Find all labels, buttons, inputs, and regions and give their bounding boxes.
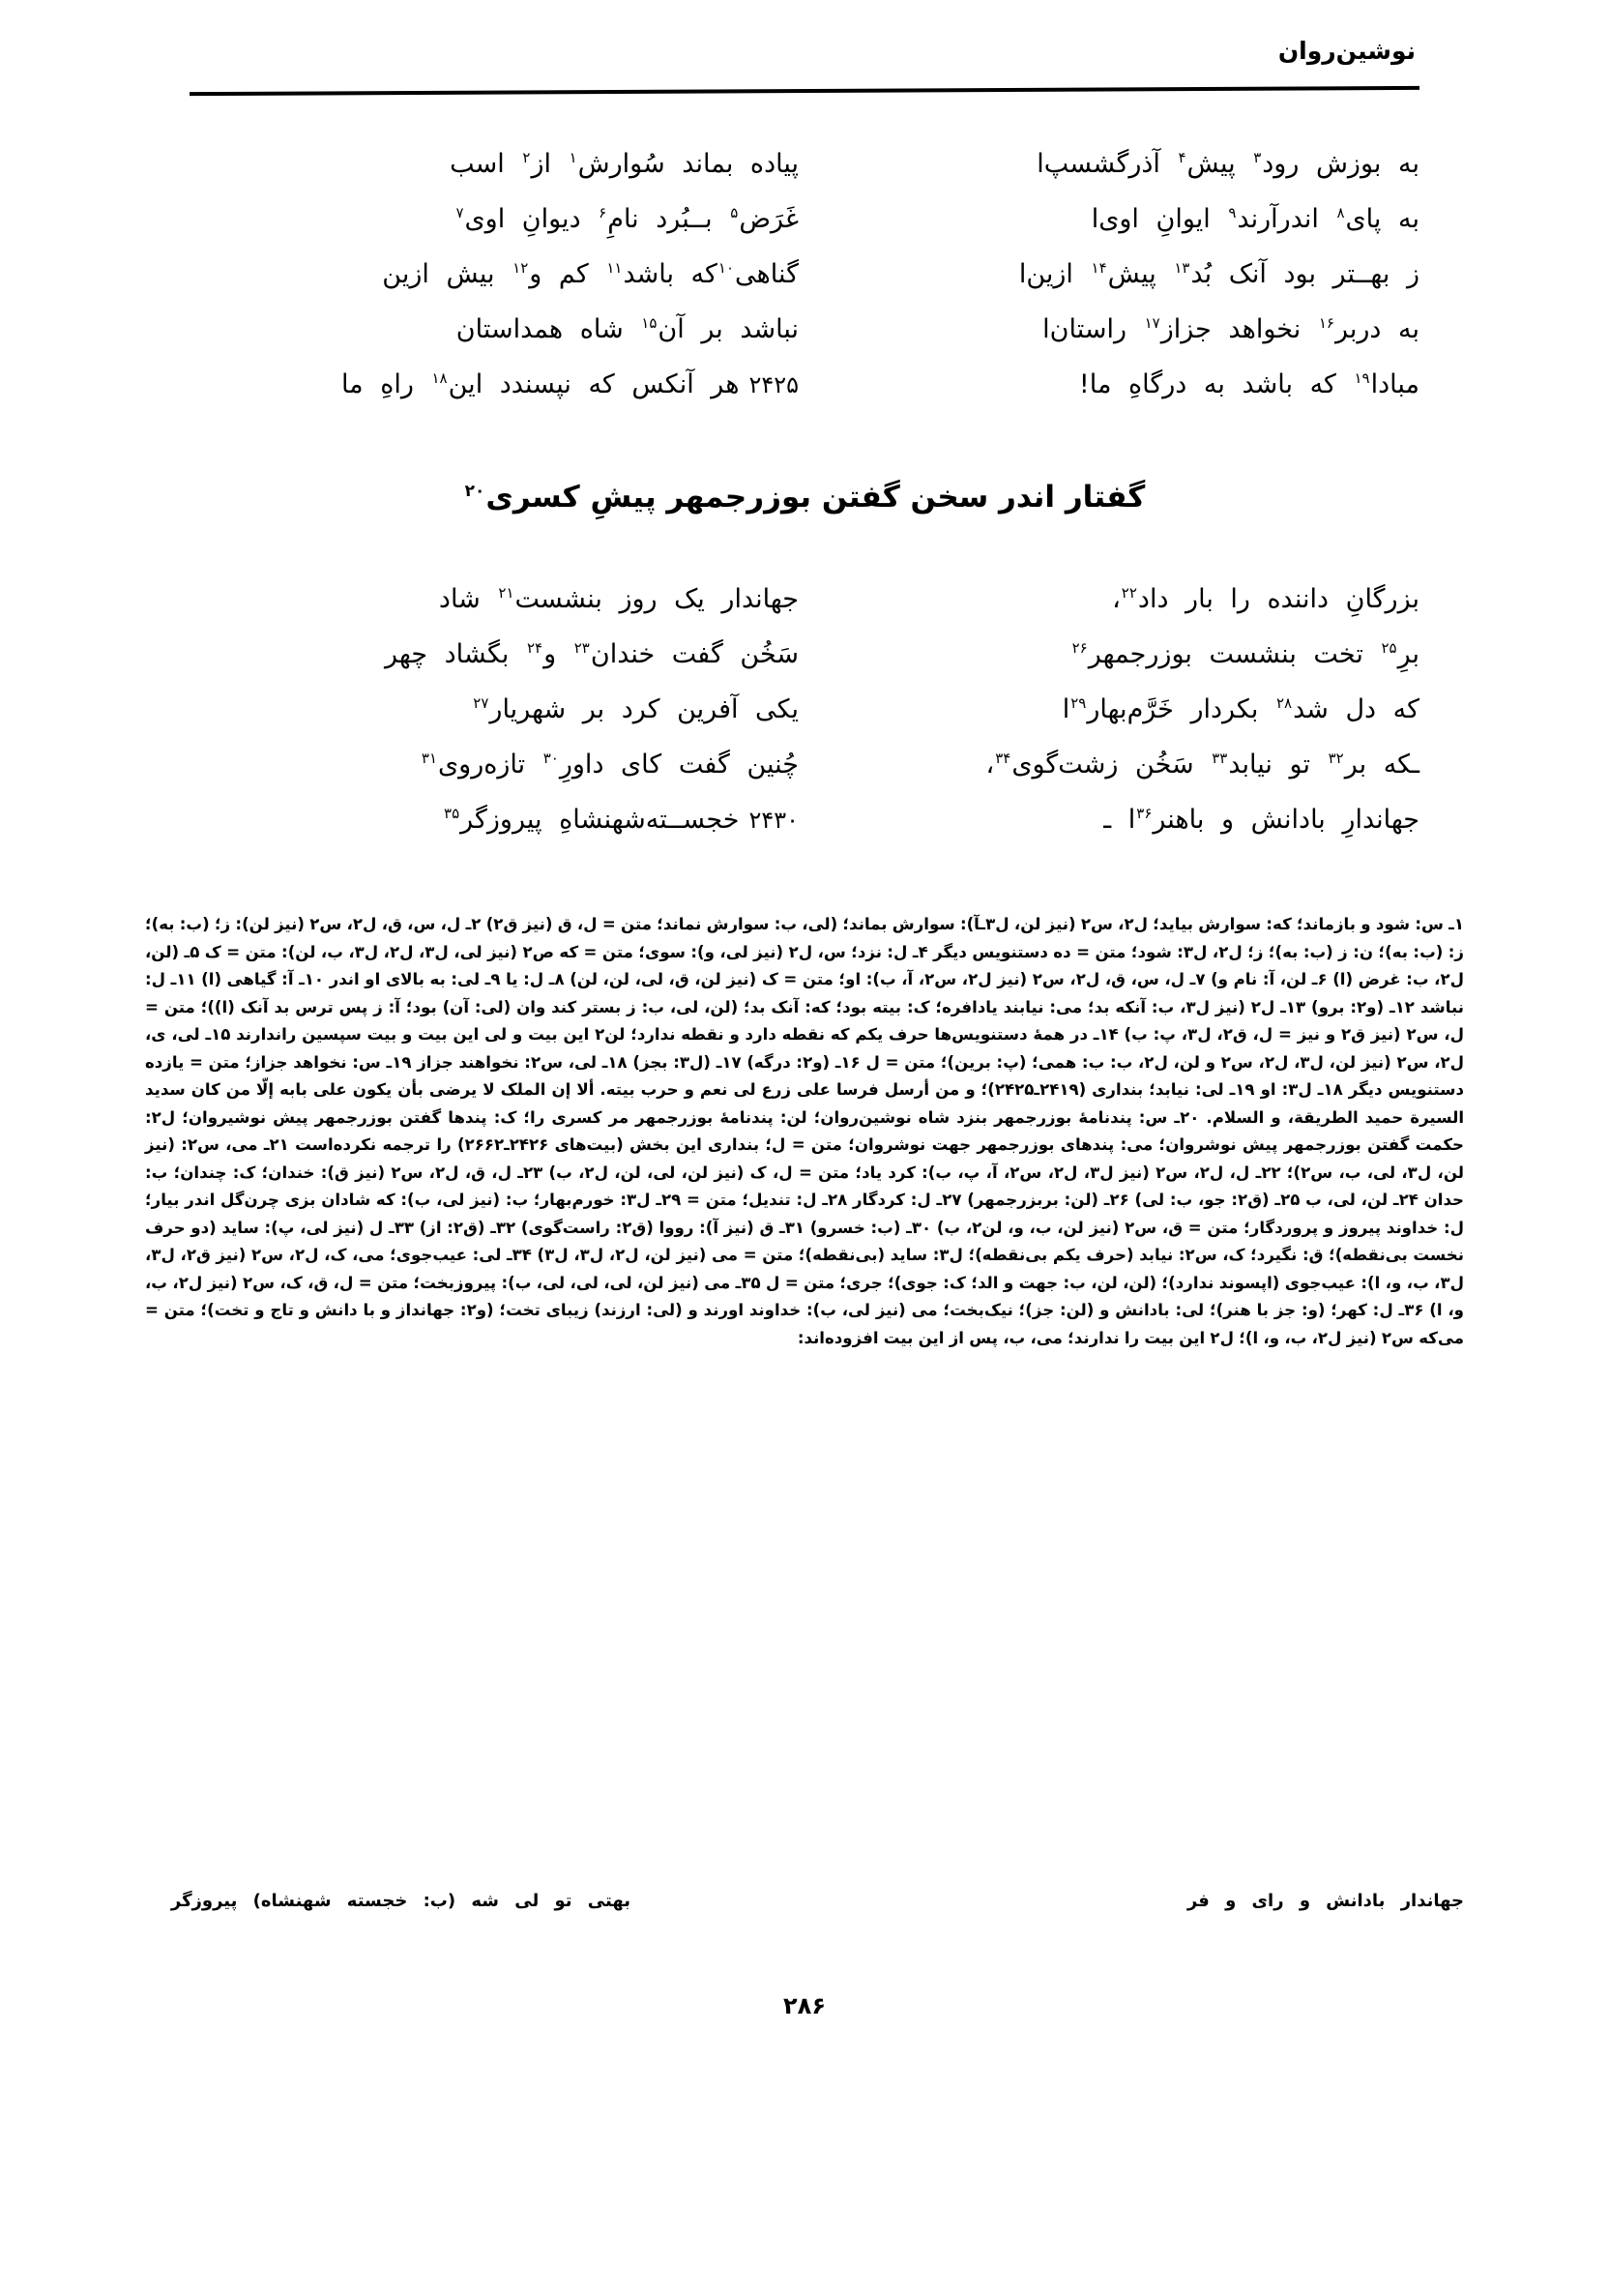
- hemistich-right: [190, 639, 804, 669]
- header-rule: [190, 86, 1419, 96]
- hemistich-left: [804, 149, 1419, 179]
- verse-block-first: [190, 124, 1419, 399]
- section-heading-text: گفتار اندر سخن گفتن بوزرجمهر پیشِ کسری: [485, 480, 1146, 515]
- hemistich-left-text: به دربر$^{۱۶}$ نخواهد جزاز$^{۱۷}$ راستان‌ا: [1042, 313, 1419, 344]
- critical-apparatus: [145, 911, 1464, 1353]
- hemistich-left: [804, 584, 1419, 614]
- hemistich-left-text: به پای$^۸$ اندرآرند$^۹$ ایوانِ اوی‌ا: [1091, 203, 1419, 234]
- hemistich-left-text: جهاندارِ بادانش و باهنر$^{۳۶}$ا ـ: [1103, 804, 1419, 835]
- hemistich-left-text: ـکه بر$^{۳۲}$ تو نیابد$^{۳۳}$ سَخُن زشت‌گوی$^{۳۴}$،: [985, 749, 1419, 780]
- verse-line: [190, 124, 1419, 179]
- verse-block-second: [190, 559, 1419, 835]
- hemistich-right-text: یکی آفرین کرد بر شهریار$^{۲۷}$: [473, 693, 799, 724]
- added-verse-left-hemistich: جهاندار بادانش و رای و فر: [1186, 1891, 1464, 1911]
- hemistich-left: [804, 314, 1419, 344]
- verse-line: [190, 724, 1419, 780]
- hemistich-right: [190, 750, 804, 780]
- verse-number: ۲۴۲۵: [748, 370, 799, 398]
- hemistich-right: [190, 694, 804, 724]
- hemistich-left: [804, 694, 1419, 724]
- running-header-title: نوشین‌روان: [1277, 37, 1416, 65]
- hemistich-right-text: پیاده بماند سُوارش$^۱$ از$^۲$ اسب: [450, 148, 799, 179]
- section-heading: [190, 480, 1419, 515]
- hemistich-left: [804, 259, 1419, 289]
- hemistich-right-text: چُنین گفت کای داورِ$^{۳۰}$ تازه‌روی$^{۳۱}$: [421, 749, 799, 780]
- hemistich-left-text: ز بهــتر بود آنک بُد$^{۱۳}$ پیش$^{۱۴}$ ازین‌ا: [1018, 258, 1419, 289]
- hemistich-left: [804, 369, 1419, 399]
- verse-line: [190, 344, 1419, 399]
- hemistich-right: [190, 149, 804, 179]
- verse-line: [190, 559, 1419, 614]
- hemistich-right: [190, 259, 804, 289]
- hemistich-right-text: غَرَض$^۵$ بــبُرد نامِ$^۶$ دیوانِ اوی$^۷$: [455, 203, 799, 234]
- hemistich-right: [190, 584, 804, 614]
- apparatus-paragraph: ۱ـ س: شود و بازماند؛ که: سوارش بیاید؛ ل۲، س۲ (نیز لن، ل۳ـآ): سوارش بماند؛ (لی، ب: سوارش نماند؛ متن = ل، ق (نیز ق۲) ۲ـ ل، س، ق، ل۲، س۲ (نیز لن): ز؛ (ب: به)؛ ز: (ب: به)؛ ن: ز (ب: به)؛ ز؛ ل۲، ل۳: شود؛ متن = ده دستنویس دیگر ۴ـ ل: نزد؛ س، ل۲ (نیز لی، و): سوی؛ متن = که ص۲ (نیز لی، ل۳، ل۲، ل۳، ب، لن): متن = ک ۵ـ (لن، ل۲، ب: غرض (ا) ۶ـ لن، آ: نام و) ۷ـ ل، س، ق، ل۲، س۲ (نیز ل۲، س۲، آ، ب): او؛ متن = ک (نیز لن، ق، لی، لن، لن) ۸ـ ل: یا ۹ـ لی: به بالای او اندر ۱۰ـ آ: گیاهی (ا) ۱۱ـ ل: نباشد ۱۲ـ (و۲: برو) ۱۳ـ ل۲ (نیز ل۳، ب: آنکه بد؛ می: نیابند یادافره؛ ک: بیته بود؛ که: آنک بد؛ (لن، لی، ب: ز بستر کند وان (لی: آن) بود؛ آ: ز پس ترس بد آنک (ا))؛ متن = ل، س۲ (نیز ق۲ و نیز = ل، ق۲، ل۳، پ: ب) ۱۴ـ در همهٔ دستنویس‌ها حرف یکم که نقطه دارد و نقطه ندارد؛ لن۲ این بیت و لی این بیت و بیت سپسین راندارند ۱۵ـ لی، ی، ل۲، س۲ (نیز لن، ل۳، ل۲، س۲ و لن، ل۲، ب: ب: همی؛ (پ: برین)؛ متن = ل ۱۶ـ (و۲: درگه) ۱۷ـ (ل۳: بجز) ۱۸ـ لی، س۲: نخواهند جزاز ۱۹ـ س: نخواهد جزاز؛ متن = یازده دستنویس دیگر ۱۸ـ ل۳: او ۱۹ـ لی: نیابد؛ بنداری (۲۴۱۹ـ۲۴۲۵)؛ و من أرسل فرسا علی زرع لی نعم و حرب بیته. ألا إن الملک لا یرضی بأن یکون علی بابه إلّا من کان سدید السیرة حمید الطریقة، و السلام. ۲۰ـ س: پندنامهٔ بوزرجمهر بنزد شاه نوشین‌روان؛ لن: پندنامهٔ بوزرجمهر مر کسری را؛ ک: پندها گفتن بوزرجمهر پیش نوشیروان؛ ل۲: حکمت گفتن بوزرجمهر پیش نوشروان؛ می: پندهای بوزرجمهر جهت نوشروان؛ متن = ل؛ بنداری این بخش (بیت‌های ۲۴۲۶ـ۲۶۶۲) را ترجمه نکرده‌است ۲۱ـ می، س۲: (نیز لن، ل۳، لی، ب، س۲)؛ ۲۲ـ ل، ل۲، س۲ (نیز ل۳، ل۲، س۲، آ، پ، ب): کرد یاد؛ متن = ل، ک (نیز لن، لی، لن، ل۲، ب) ۲۳ـ ل، ق، ل۲، س۲ (نیز ق): خندان؛ ک: چندان؛ ب: حدان ۲۴ـ لن، لی، ب ۲۵ـ (ق۲: جو، ب: لی) ۲۶ـ (لن: بربزرجمهر) ۲۷ـ ل: کردگار ۲۸ـ ل: تندیل؛ متن = ۲۹ـ ل۳: خورم‌بهار؛ ب: (نیز لی، ب): که شادان بزی چرن‌گل اندر بیار؛ ل: خداوند پیروز و پروردگار؛ متن = ق، س۲ (نیز لن، ب، و، لن۲، ب) ۳۰ـ (ب: خسرو) ۳۱ـ ق (نیز آ): رووا (ق۲: راست‌گوی) ۳۲ـ (ق۲: از) ۳۳ـ ل (نیز لی، پ): ساید (دو حرف نخست بی‌نقطه)؛ ق: نگیرد؛ ک، س۲: نیابد (حرف یکم بی‌نقطه)؛ ل۳: ساید (بی‌نقطه)؛ متن = می (نیز لن، ل۲، ل۳، ل۳) ۳۴ـ لی: عیب‌جوی؛ می، ک، ل۲، س۲ (نیز ق۲، ل۳، ل۳، ب، و، ا): عیب‌جوی (اپسوند ندارد)؛ (لن، لن، ب: جهت و الد؛ ک: جوی)؛ جری؛ متن = ل ۳۵ـ می (نیز لن، لی، لی، لی، ب): پیروزبخت؛ متن = ل، ق، ک، س۲ (نیز ل۲، ب، و، ا) ۳۶ـ ل: کهر؛ (و: جز با هنر)؛ لی: بادانش و (لن: جز)؛ نیک‌بخت؛ می (نیز لی، ب): خداوند اورند و (لی: ارزند) زیبای تخت؛ (و۲: جهانداز و با دانش و تاج و تخت)؛ متن = می‌که س۲ (نیز ل۲، ب، و، ا)؛ ل۲ این بیت را ندارند؛ می، ب، پس از این بیت افزوده‌اند:: [145, 915, 1465, 1347]
- hemistich-right-text: خجســته‌شهنشاهِ پیروزگر$^{۳۵}$: [444, 804, 740, 835]
- verse-number: ۲۴۳۰: [748, 806, 799, 834]
- hemistich-left-text: که دل شد$^{۲۸}$ بکردار خَرَّم‌بهار$^{۲۹}$ا: [1062, 693, 1419, 724]
- hemistich-right-text: سَخُن گفت خندان$^{۲۳}$ و$^{۲۴}$ بگشاد چهر: [385, 638, 799, 669]
- hemistich-right-text: جهاندار یک روز بنشست$^{۲۱}$ شاد: [438, 583, 799, 614]
- verse-line: [190, 289, 1419, 344]
- hemistich-left: [804, 639, 1419, 669]
- hemistich-right: [190, 369, 804, 399]
- hemistich-left: [804, 750, 1419, 780]
- verse-line: [190, 234, 1419, 289]
- verse-line: [190, 614, 1419, 669]
- hemistich-left: [804, 204, 1419, 234]
- hemistich-left-text: مبادا$^{۱۹}$ که باشد به درگاهِ ما!: [1078, 368, 1419, 399]
- hemistich-right-text: نباشد بر آن$^{۱۵}$ شاه همداستان: [455, 313, 799, 344]
- verse-line: [190, 780, 1419, 835]
- hemistich-left-text: به بوزش رود$^۳$ پیش$^۴$ آذرگشسپ‌ا: [1037, 148, 1419, 179]
- verse-line: [190, 669, 1419, 724]
- hemistich-left: [804, 805, 1419, 835]
- hemistich-left-text: برِ$^{۲۵}$ تخت بنشست بوزرجمهر$^{۲۶}$: [1071, 638, 1419, 669]
- hemistich-left-text: بزرگانِ داننده را بار داد$^{۲۲}$،: [1112, 583, 1419, 614]
- apparatus-added-verse: [145, 1891, 1464, 1911]
- folio-page-number: ۲۸۶: [783, 1992, 826, 2019]
- hemistich-right: [190, 314, 804, 344]
- verse-line: [190, 179, 1419, 234]
- hemistich-right: [190, 204, 804, 234]
- added-verse-right-hemistich: بهتی تو لی شه (ب: خجسته شهنشاه) پیروزگر: [170, 1891, 630, 1911]
- hemistich-right-text: گناهی$^{۱۰}$که باشد$^{۱۱}$ کم و$^{۱۲}$ بیش ازین: [382, 258, 799, 289]
- section-heading-footnote-marker: ۲۰: [464, 481, 485, 501]
- hemistich-right: [190, 805, 804, 835]
- hemistich-right-text: هر آنکس که نپسندد این$^{۱۸}$ راهِ ما: [340, 368, 740, 399]
